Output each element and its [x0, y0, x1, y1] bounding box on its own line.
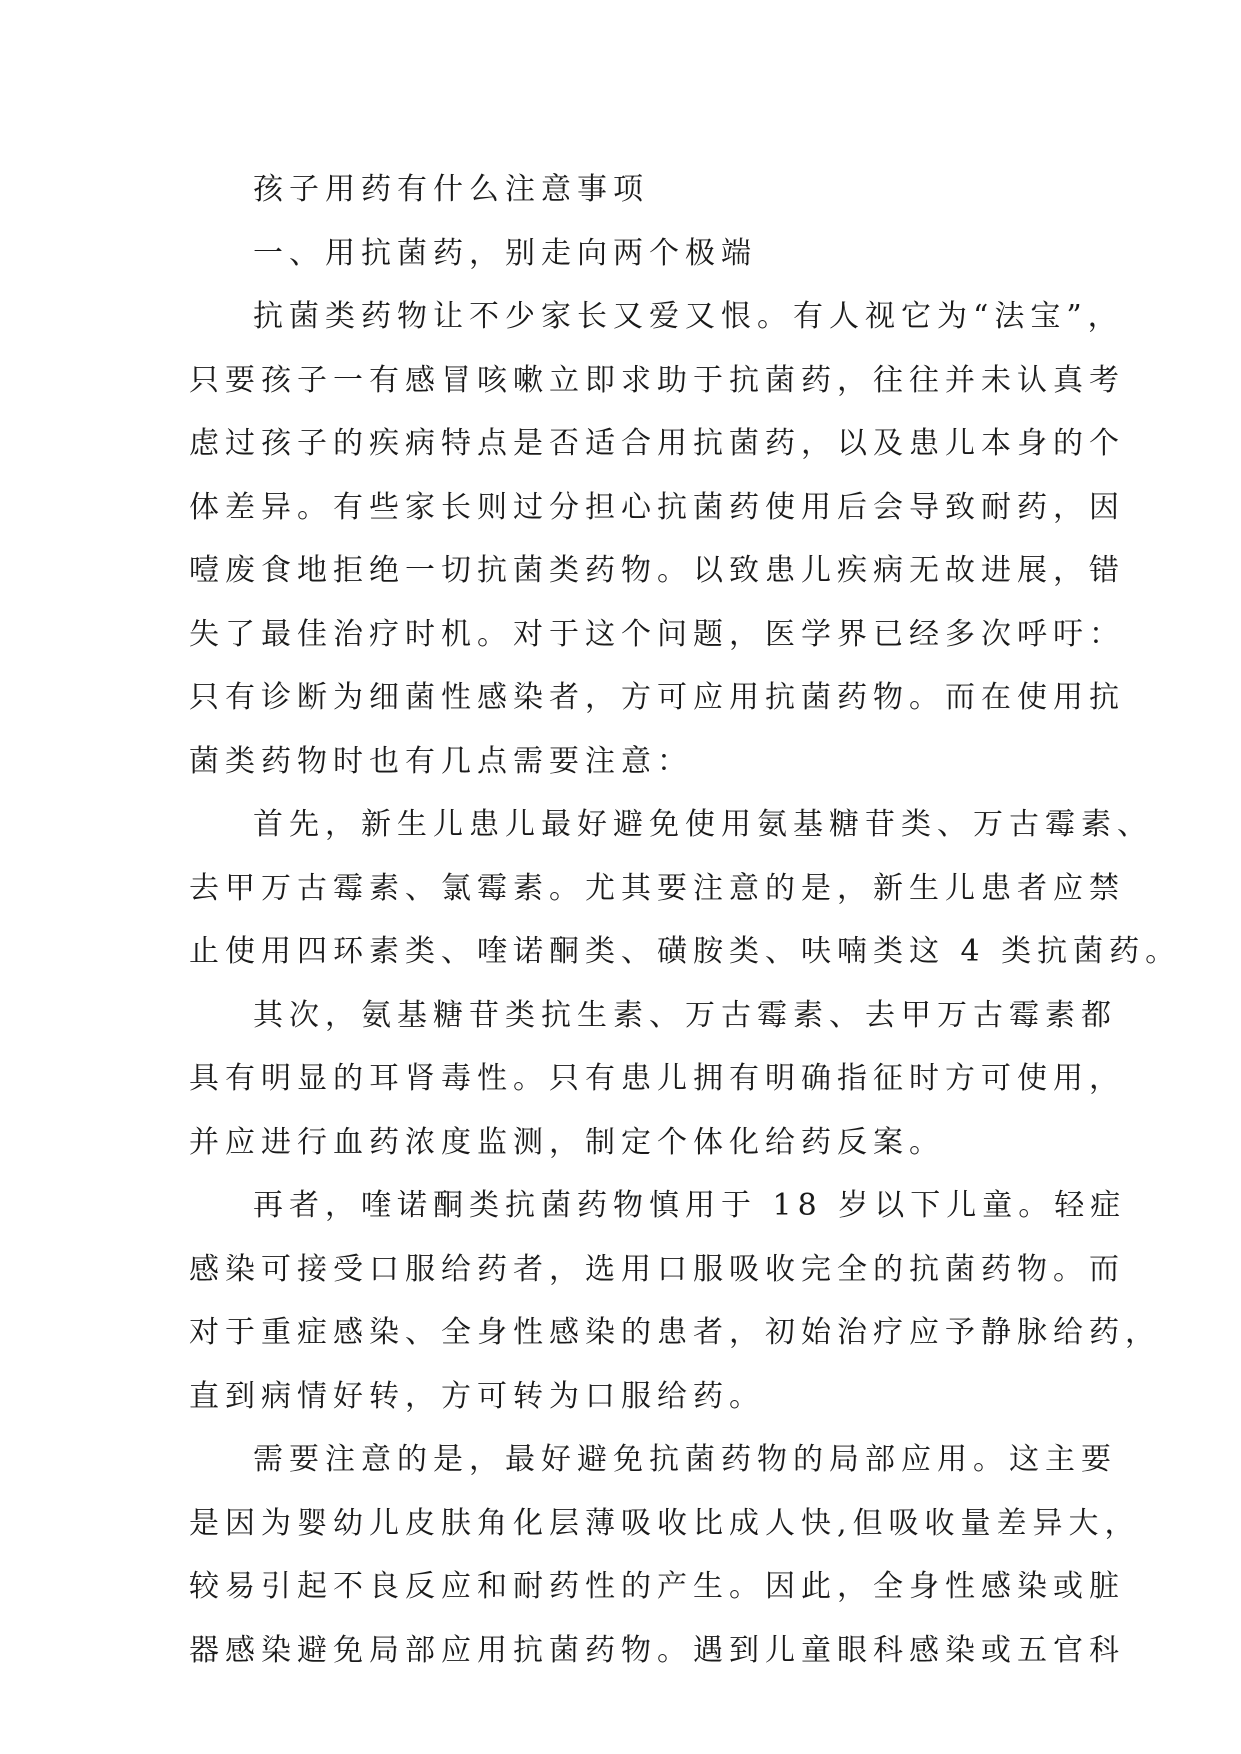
- paragraph-line: 虑过孩子的疾病特点是否适合用抗菌药，以及患儿本身的个: [189, 426, 1125, 461]
- paragraph-line: 并应进行血药浓度监测，制定个体化给药反案。: [189, 1124, 945, 1160]
- section-heading: 一、用抗菌药，别走向两个极端: [253, 235, 757, 271]
- paragraph-line: 感染可接受口服给药者，选用口服吸收完全的抗菌药物。而: [189, 1251, 1125, 1287]
- paragraph-line: 去甲万古霉素、氯霉素。尤其要注意的是，新生儿患者应禁: [189, 870, 1125, 906]
- paragraph-line: 器感染避免局部应用抗菌药物。遇到儿童眼科感染或五官科: [189, 1632, 1125, 1668]
- paragraph-line: 再者，喹诺酮类抗菌药物慎用于 18 岁以下儿童。轻症: [253, 1188, 1127, 1223]
- paragraph-line: 对于重症感染、全身性感染的患者，初始治疗应予静脉给药，: [189, 1315, 1161, 1350]
- paragraph-line: 体差异。有些家长则过分担心抗菌药使用后会导致耐药，因: [189, 489, 1125, 525]
- paragraph-line: 具有明显的耳肾毒性。只有患儿拥有明确指征时方可使用，: [189, 1061, 1125, 1096]
- paragraph-line: 抗菌类药物让不少家长又爱又恨。有人视它为“法宝”，: [253, 299, 1124, 334]
- paragraph-line: 其次，氨基糖苷类抗生素、万古霉素、去甲万古霉素都: [253, 997, 1117, 1033]
- paragraph-line: 需要注意的是，最好避免抗菌药物的局部应用。这主要: [253, 1442, 1117, 1477]
- document-body: [189, 158, 1182, 1682]
- paragraph-line: 直到病情好转，方可转为口服给药。: [189, 1378, 765, 1414]
- paragraph-line: 止使用四环素类、喹诺酮类、磺胺类、呋喃类这 4 类抗菌药。: [189, 934, 1182, 969]
- paragraph-line: 失了最佳治疗时机。对于这个问题，医学界已经多次呼吁：: [189, 616, 1125, 652]
- paragraph-line: 只要孩子一有感冒咳嗽立即求助于抗菌药，往往并未认真考: [189, 362, 1125, 398]
- paragraph-line: 是因为婴幼儿皮肤角化层薄吸收比成人快,但吸收量差异大，: [189, 1505, 1141, 1541]
- paragraph-line: 较易引起不良反应和耐药性的产生。因此，全身性感染或脏: [189, 1569, 1125, 1604]
- paragraph-line: 菌类药物时也有几点需要注意：: [189, 743, 693, 779]
- paragraph-line: 只有诊断为细菌性感染者，方可应用抗菌药物。而在使用抗: [189, 680, 1125, 715]
- paragraph-line: 噎废食地拒绝一切抗菌类药物。以致患儿疾病无故进展，错: [189, 553, 1125, 588]
- paragraph-line: 首先，新生儿患儿最好避免使用氨基糖苷类、万古霉素、: [253, 807, 1153, 842]
- document-title: 孩子用药有什么注意事项: [253, 172, 649, 207]
